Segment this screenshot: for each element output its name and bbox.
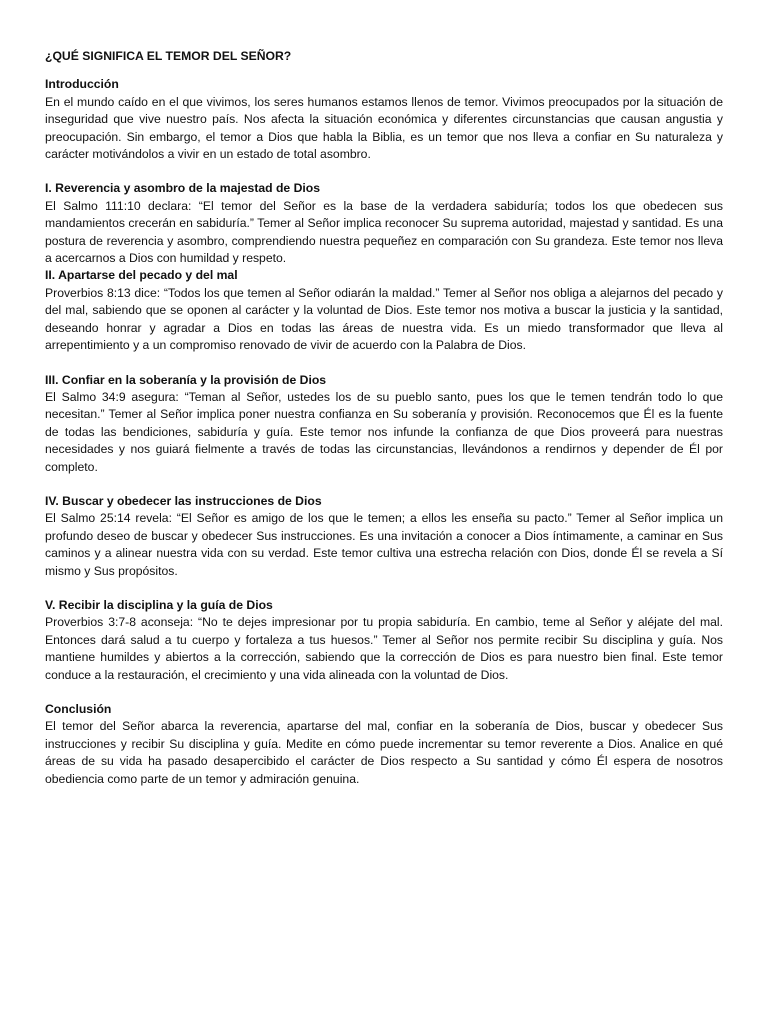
section-body: El temor del Señor abarca la reverencia, apartarse del mal, confiar en la soberanía de Dios, buscar y obedecer Sus instrucciones y recibir Su disciplina y guía. Medite en cómo puede incrementar su temor reverente a Dios. Analice en qué áreas de su vida ha pasado desapercibido el carácter de Dios respecto a Su santidad y cómo Él espera de nosotros obediencia como parte de un temor y admiración genuina. bbox=[45, 719, 723, 786]
section-apartarse bbox=[45, 267, 723, 354]
section-body: Proverbios 3:7-8 aconseja: “No te dejes impresionar por tu propia sabiduría. En cambio, teme al Señor y aléjate del mal. Entonces dará salud a tu cuerpo y fortaleza a tus huesos.” Temer al Señor nos permite recibir Su disciplina y guía. Nos mantiene humildes y abiertos a la corrección, sabiendo que la corrección de Dios es para nuestro bien final. Este temor conduce a la restauración, el crecimiento y una vida alineada con la voluntad de Dios. bbox=[45, 615, 723, 682]
section-heading: II. Apartarse del pecado y del mal bbox=[45, 268, 238, 283]
section-conclusion bbox=[45, 701, 723, 788]
section-heading: Introducción bbox=[45, 77, 119, 92]
section-reverencia bbox=[45, 180, 723, 267]
section-body: El Salmo 111:10 declara: “El temor del Señor es la base de la verdadera sabiduría; todos los que obedecen sus mandamientos crecerán en sabiduría.” Temer al Señor implica reconocer Su suprema autoridad, majestad y santidad. Es una postura de reverencia y asombro, comprendiendo nuestra pequeñez en comparación con Su grandeza. Este temor nos lleva a acercarnos a Dios con humildad y respeto. bbox=[45, 198, 723, 266]
section-body: En el mundo caído en el que vivimos, los seres humanos estamos llenos de temor. Vivimos preocupados por la situación de inseguridad que vive nuestro país. Nos afecta la situación económica y diferentes circunstancias que causan angustia y preocupación. Sin embargo, el temor a Dios que habla la Biblia, es un temor que nos lleva a confiar en Su naturaleza y carácter motivándolos a vivir en un estado de total asombro. bbox=[45, 94, 723, 162]
document-title: ¿QUÉ SIGNIFICA EL TEMOR DEL SEÑOR? bbox=[45, 49, 292, 63]
section-buscar bbox=[45, 493, 723, 580]
section-body: El Salmo 34:9 asegura: “Teman al Señor, ustedes los de su pueblo santo, pues los que le temen tendrán todo lo que necesitan.” Temer al Señor implica poner nuestra confianza en Su soberanía y provisión. Reconocemos que Él es la fuente de todas las bendiciones, sabiduría y guía. Este temor nos infunde la confianza de que Dios proveerá para nuestras necesidades y nos guiará fielmente a través de todas las circunstancias, llevándonos a rendirnos y depender de Él por completo. bbox=[45, 389, 723, 474]
section-disciplina bbox=[45, 597, 723, 684]
section-body: Proverbios 8:13 dice: “Todos los que temen al Señor odiarán la maldad.” Temer al Señor nos obliga a alejarnos del pecado y del mal, sabiendo que se oponen al carácter y la voluntad de Dios. Este temor nos motiva a buscar la justicia y la santidad, deseando honrar y agradar a Dios en todas las áreas de nuestra vida. Es un miedo transformador que lleva al arrepentimiento y a un compromiso renovado de vivir de acuerdo con la Palabra de Dios. bbox=[45, 285, 723, 353]
section-heading: Conclusión bbox=[45, 702, 112, 716]
section-heading: I. Reverencia y asombro de la majestad de Dios bbox=[45, 181, 321, 196]
section-heading: III. Confiar en la soberanía y la provisión de Dios bbox=[45, 372, 327, 387]
document-page bbox=[45, 48, 723, 788]
section-introduccion bbox=[45, 76, 723, 163]
section-heading: IV. Buscar y obedecer las instrucciones de Dios bbox=[45, 493, 322, 508]
section-confiar bbox=[45, 372, 723, 476]
section-body: El Salmo 25:14 revela: “El Señor es amigo de los que le temen; a ellos les enseña su pacto.” Temer al Señor implica un profundo deseo de buscar y obedecer Sus instrucciones. Es una invitación a conocer a Dios íntimamente, a caminar en Sus caminos y a alinear nuestra vida con su verdad. Este temor cultiva una estrecha relación con Dios, donde Él se revela a Sí mismo y Sus propósitos. bbox=[45, 511, 723, 578]
section-heading: V. Recibir la disciplina y la guía de Dios bbox=[45, 597, 273, 612]
